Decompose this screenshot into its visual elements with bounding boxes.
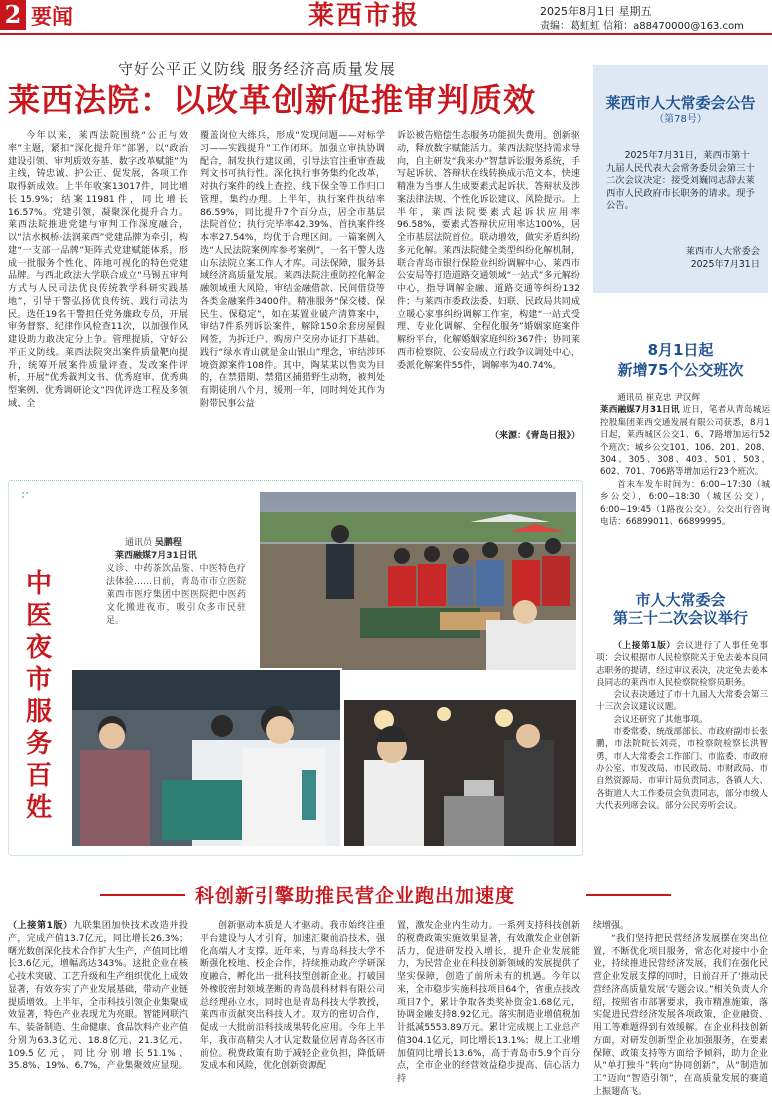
- npc-body-4: 市委常委、统战部部长、市政府副市长张鹏，市法院院长刘亮，市检察院检察长洪智勇，市人大常委会工作部门、市监委、市政府办公室、市发改局、市民政局、市财政局、市自然资源局、市审计局负责同志，各镇人大、各街道人大工作委员会负责同志，部分市级人大代表列席会议。部分公民旁听会议。: [596, 727, 768, 811]
- notice-sign-date: 2025年7月31日: [690, 259, 760, 270]
- lead-source: （来源：《青岛日报》）: [489, 431, 580, 441]
- notice-signature: 莱西市人大常委会: [685, 246, 760, 257]
- section-name: 要闻: [31, 5, 73, 29]
- npc-title-line1: 市人大常委会: [635, 591, 726, 609]
- headline-ornament-right: [586, 894, 671, 896]
- private-column-2: 创新驱动本质是人才驱动。我市始终注重平台建设与人才引育，加速汇聚前沿技术，强化高端人才支撑。近年来，与青岛科技大学不断强化校地、校企合作，持续推动政产学研深度融合，孵化出一批科技型创新企业。打破国外橡胶密封领域垄断的青岛晨科材料有限公司总经理孙立水，同时也是青岛科技大学教授，莱西市贡献突出科技人才。双方的密切合作，促成一大批前沿科技成果转化应用。今年上半年，我市高精尖人才认定数量位居青岛各区市前位。税费政策有助于减轻企业负担，降低研发成本和风险，优化创新资源配: [200, 921, 385, 1072]
- page-number: 2: [0, 0, 26, 30]
- photo-elderly-patient: [70, 668, 342, 848]
- lead-column-2: 覆盖岗位大练兵，形成“发现问题——对标学习——实践提升”工作闭环。加强立审执协调配合，制发执行建议函，引导法官注重审查裁判文书可执行性。深化执行事务集约化改革，对执行案件的线上查控、线下保全等工作归口管理，集约办理。上半年，执行案件执结率86.59%，同比提升7个百分点，居全市基层法院首位；执行完毕率42.39%、首执案件终本率27.54%，均优于合理区间。一篇案例入选“人民法院案例库参考案例”，一名干警人选山东法院立案工作人才库。司法保障，服务县域经济高质量发展。莱西法院注重防控化解金融领域重大风险，审结金融借款、民间借贷等各类金融案件3400件。精准服务“保交楼、保民生、保稳定”，如在某置业破产清算案中，审结7件系列诉讼案件，解除150余套房屋假网签，为拆迁户、购房户交房办证打下基础。践行“绿水青山就是金山银山”理念，审结涉环境资源案件108件。其中，陶某某以售卖为目的，在禁猎期、禁猎区捕猎野生动物，被判处有期徒刑八个月，缓刑一年，同时判处其作为附带民事公益: [200, 131, 385, 409]
- bus-title-line1: 8月1日起: [647, 341, 714, 359]
- private-column-4: 续增强。 “我们坚持把民营经济发展摆在突出位置，不断优化项目服务，常态化对接中小企业，持续推进民营经济发展，我们在强化民营企业发展支撑的同时，日前召开了‘推动民营经济高质量发展’专题会议。”相关负责人介绍，按照省市部署要求，我市精准施策，落实促进民营经济发展各项政策，企业融资、用工等难题得到有效缓解。在企业科技创新方面，对研发创新型企业加强服务，在要素保障、政策支持等方面给予倾斜，助力企业从“单打独斗”转向“协同创新”，从“制造加工”迈向“智造引领”，在高质量发展的赛道上振翅高飞。: [593, 921, 768, 1097]
- bus-body-1: 近日，笔者从青岛城运控股集团莱西交通发展有限公司获悉，8月1日起，莱西城区公交1、6、7路增加运行52个班次；城乡公交101、106、201、208、304、305、308、403、501、503、602、701、706路等增加运行23个班次。: [600, 405, 770, 478]
- masthead-logo: 莱西市报: [308, 1, 421, 31]
- npc-body-1: 会议进行了人事任免事项：会议根据市人民检察院关于免去姜本良同志职务的提请，经过审议表决，决定免去姜本良同志的莱西市人民检察院检察员职务。: [596, 641, 768, 688]
- lead-headline: 莱西法院：以改革创新促推审判质效: [8, 81, 537, 119]
- lead-kicker: 守好公平正义防线 服务经济高质量发展: [118, 60, 396, 78]
- header-rule: [0, 33, 772, 35]
- photo-night-market-tea: [342, 698, 578, 848]
- private-column-1: （上接第1版）九联集团加快技术改造并投产，完成产值13.7亿元，同比增长26.3%；曙光数创深化技术合作扩大生产，产值同比增长3.6亿元，增幅高达343%。这批企业在核心技术突破、工艺升级和生产组织优化上成效显著，有效夯实了产业发展基础，带动产业链提质增效。上半年，全市科技引领企业集聚成效显著，特色产业表现尤为亮眼。智能网联汽车、装备制造、生命健康、食品饮料产业产值分别为63.3亿元、18.8亿元、21.3亿元、109.5亿元，同比分别增长51.1%、35.8%、19%、6.7%，产业集聚效应显现。: [8, 921, 189, 1072]
- private-headline: 科创新引擎助推民营企业跑出加速度: [195, 885, 516, 907]
- tcm-byline: 通讯员 吴鹏程: [125, 538, 182, 548]
- notice-number: （第78号）: [654, 114, 707, 125]
- lead-column-3: 诉讼被告赔偿生态服务功能损失费用。创新驱动，释放数字赋能活力。莱西法院坚持需求导向，自主研发“我来办”智慧诉讼服务系统，手写起诉状、答辩状在线转换成示范文本，快速精准为当事人生成要素式起诉状、答辩状及涉案法律法规、个性化诉讼建议、风险提示。上半年，莱西法院要素式起诉状应用率96.58%，要素式答辩状应用率达100%，居全市基层法院首位。联动增效，做实矛盾纠纷多元化解。莱西法院健全类型纠纷化解机制，联合青岛市银行保险业纠纷调解中心、莱西市公安局等打造道路交通领域“一站式”多元解纷中心，指导调解金融、道路交通等纠纷132件；与莱西市委政法委、妇联、民政局共同成立暖心家事纠纷调解工作室，构建“一站式受理、专业化调解、全程化服务”婚姻家庭案件解纷平台，化解婚姻家庭纠纷367件；协同莱西市检察院、公安局成立行政争议调处中心，委派化解案件55件，调解率为40.74%。: [397, 131, 580, 371]
- headline-ornament-left: [100, 894, 185, 896]
- notice-title: 莱西市人大常委会公告: [605, 94, 756, 112]
- photo-volunteers: [258, 490, 578, 672]
- editor-info: 责编：葛虹虹 信箱：a88470000@163.com: [540, 21, 744, 32]
- private-column-3: 置，激发企业内生动力。一系列支持科技创新的税费政策实施效果显著，有效激发企业创新活力，促进研发投入增长，提升企业发展能力，为民营企业在科技创新领域的发展提供了坚实保障，创造了前所未有的机遇。今年以来，全市稳步实施科技项目64个，省重点技改项目7个，累计争取各类奖补资金1.68亿元，协调金融支持8.92亿元。落实制造业增值税加计抵减5553.89万元。累计完成规上工业总产值304.1亿元，同比增长13.1%；规上工业增加值同比增长13.6%，高于青岛市5.9个百分点，全市企业的经营效益稳步提高、信心活力持: [397, 921, 580, 1084]
- notice-body: 2025年7月31日，莱西市第十九届人民代表大会常务委员会第三十二次会议决定：接受刘巍同志辞去莱西市人民政府市长职务的请求。现予公告。: [606, 150, 755, 212]
- tcm-title: 中医夜市服务百姓: [25, 569, 52, 823]
- bus-title-line2: 新增75个公交班次: [617, 361, 744, 379]
- npc-title-line2: 第三十二次会议举行: [612, 609, 748, 627]
- issue-date: 2025年8月1日 星期五: [540, 5, 652, 18]
- lead-column-1: 今年以来，莱西法院围绕“公正与效率”主题，紧扣“深化提升年”部署，以“政治建设引领、审判质效夯基、数字改革赋能”为主线，铸忠诚、护公正、促发展，各项工作取得新成效。上半年收案13017件，同比增长15.9%；结案11981件，同比增长16.57%。党建引领，凝聚深化提升合力。莱西法院推进党建与审判工作深度融合，以“沽水枫桥·法润莱西”党建品牌为牵引，构建“一支部一品牌”矩阵式党建赋能体系，形成一批服务个性化、阵地可视化的特色党建品牌。与西北政法大学联合成立“马锡五审判方式与人民司法优良传统教学科研实践基地”，引导干警弘扬优良传统、践行司法为民。选任19名干警担任党务廉政专员，开展审务督察、纪律作风检查11次，以加强作风建设助力敢决定分上争。管理提质，守好公平正义防线。莱西法院突出案件质量靶向提升，统筹开展案件质量评查、发改案件评析，开展“优秀裁判文书、优秀庭审、优秀典型案例、优秀调研论文”四优评选工程及多领域、全: [8, 131, 188, 409]
- bus-body-2: 首末车发车时间为：6:00−17:30（城乡公交），6:00−18:30（城区公交），6:00−19:45（1路夜公交）。公交出行咨询电话：66899011、66899995。: [600, 479, 770, 528]
- npc-lead-in: （上接第1版）: [613, 641, 676, 651]
- frame-corner: [22, 492, 28, 498]
- npc-article: [596, 640, 768, 812]
- bus-article: [600, 392, 770, 528]
- npc-body-3: 会议还研究了其他事项。: [613, 714, 708, 725]
- bus-byline: 通讯员 崔克忠 尹汉辉: [617, 393, 700, 403]
- bus-lead-in: 莱西融媒7月31日讯: [600, 405, 680, 416]
- npc-body-2: 会议表决通过了市十九届人大常委会第三十三次会议建议议题。: [596, 690, 768, 713]
- tcm-text: 莱西融媒7月31日讯 义诊、中药茶饮品鉴、中医特色疗法体验……日前，青岛市市立医院莱西市医疗集团中医医院把中医药文化搬进夜市，吸引众多市民驻足。: [106, 551, 246, 626]
